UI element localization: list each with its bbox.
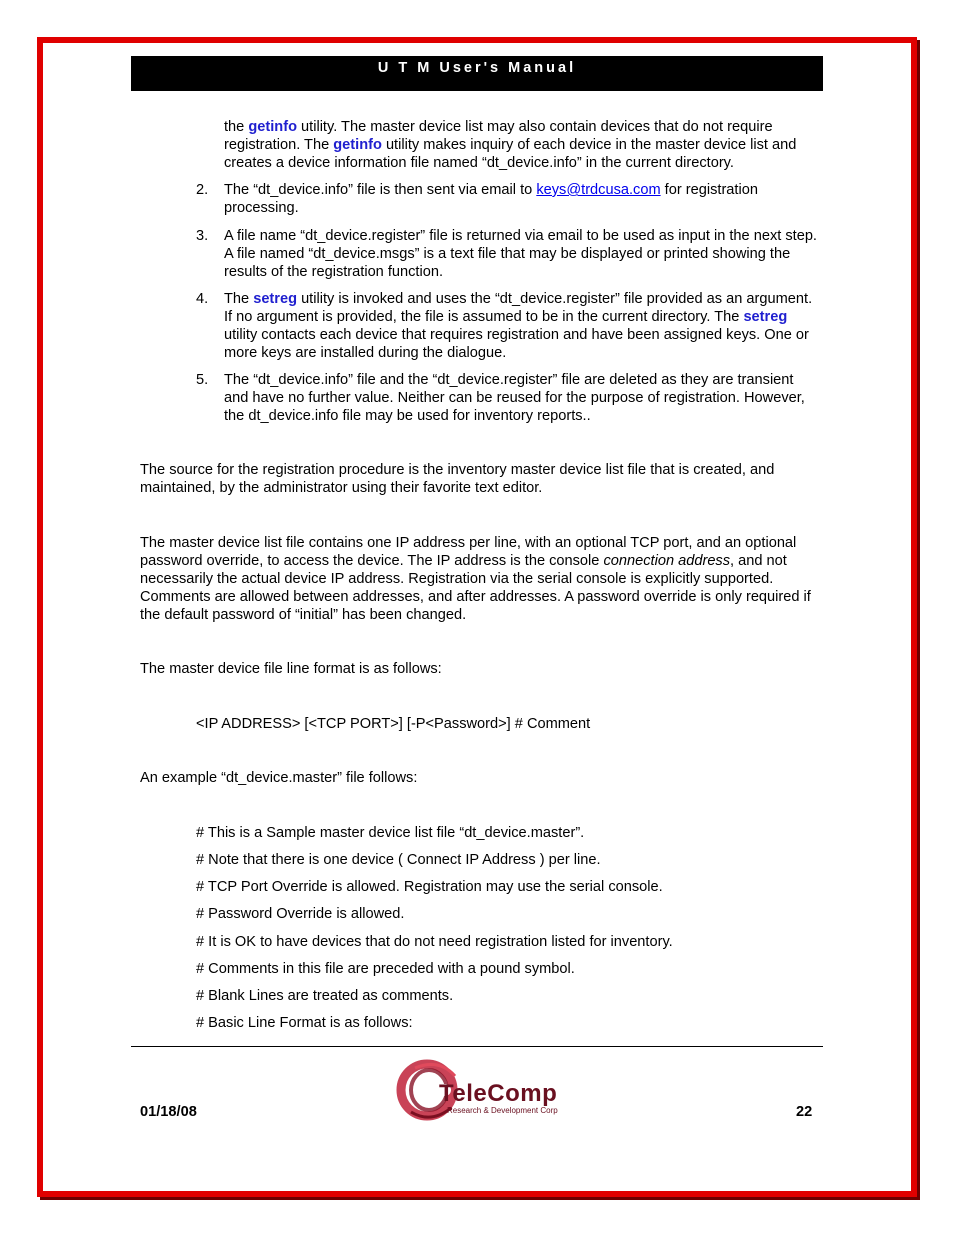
text-run: The “dt_device.info” file is then sent via email to [224, 182, 537, 198]
telecomp-logo [395, 1054, 585, 1126]
logo-wordmark: TeleComp [439, 1080, 558, 1107]
logo-subtitle: Research & Development Corp [447, 1106, 558, 1115]
step-5-text: The “dt_device.info” file and the “dt_device.register” file are deleted as they are transient and have no further value. Neither can be reused for the purpose of registration. However, the dt_device.info file may be used for inventory reports.. [224, 372, 805, 424]
text-run: utility makes inquiry of each device in the master device list and creates a device information file named “dt_device.info” in the current directory. [224, 137, 797, 171]
example-line: # This is a Sample master device list file “dt_device.master”. [196, 825, 585, 841]
example-line: # TCP Port Override is allowed. Registration may use the serial console. [196, 879, 663, 895]
example-line: # Password Override is allowed. [196, 906, 405, 922]
text-run: utility is invoked and uses the “dt_device.register” file provided as an argument. If no argument is provided, the file is assumed to be in the current directory. The [224, 291, 813, 325]
example-line: # Comments in this file are preceded with a pound symbol. [196, 961, 575, 977]
step-4-text [224, 290, 824, 362]
page-header [131, 56, 823, 91]
step-3-text: A file name “dt_device.register” file is returned via email to be used as input in the next step. A file named “dt_device.msgs” is a text file that may be displayed or printed showing the results of the registration function. [224, 228, 817, 280]
page-number: 22 [796, 1104, 813, 1120]
text-run: the [224, 119, 249, 135]
step-number: 5. [196, 372, 209, 388]
text-run: , and not necessarily the actual device IP address. Registration via the serial console is explicitly supported. Comments are allowed between addresses, and after addresses. A password override is only required if the default password of “initial” has been changed. [140, 553, 811, 623]
footer-date: 01/18/08 [140, 1104, 197, 1120]
email-link[interactable]: keys@trdcusa.com [536, 182, 661, 198]
format-line: <IP ADDRESS> [<TCP PORT>] [-P<Password>] # Comment [196, 716, 591, 732]
paragraph-master-list [140, 534, 820, 624]
example-line: # It is OK to have devices that do not need registration listed for inventory. [196, 934, 673, 950]
paragraph-format-intro: The master device file line format is as follows: [140, 661, 442, 677]
command-setreg: setreg [743, 309, 788, 325]
emphasis: connection address [603, 553, 731, 569]
text-run: utility. The master device list may also contain devices that do not require registration. The [224, 119, 773, 153]
step-2-text [224, 181, 824, 217]
paragraph-example-intro: An example “dt_device.master” file follows: [140, 770, 418, 786]
text-run: utility contacts each device that requires registration and have been assigned keys. One or more keys are installed during the dialogue. [224, 327, 809, 361]
footer-divider [131, 1046, 823, 1047]
text-run: for registration processing. [224, 182, 758, 216]
text-run: The master device list file contains one IP address per line, with an optional TCP port, and an optional password override, to access the device. The IP address is the console [140, 535, 797, 569]
step-number: 3. [196, 228, 209, 244]
command-getinfo: getinfo [248, 119, 297, 135]
example-line: # Note that there is one device ( Connect IP Address ) per line. [196, 852, 601, 868]
example-line: # Basic Line Format is as follows: [196, 1015, 413, 1031]
example-line: # Blank Lines are treated as comments. [196, 988, 454, 1004]
command-setreg: setreg [253, 291, 298, 307]
paragraph-source: The source for the registration procedure is the inventory master device list file that is created, and maintained, by the administrator using their favorite text editor. [140, 462, 775, 496]
header-title: U T M User's Manual [377, 59, 577, 76]
text-run: The [224, 291, 254, 307]
step-number: 4. [196, 291, 209, 307]
step-1-continuation [224, 118, 824, 172]
command-getinfo: getinfo [333, 137, 382, 153]
step-number: 2. [196, 182, 209, 198]
